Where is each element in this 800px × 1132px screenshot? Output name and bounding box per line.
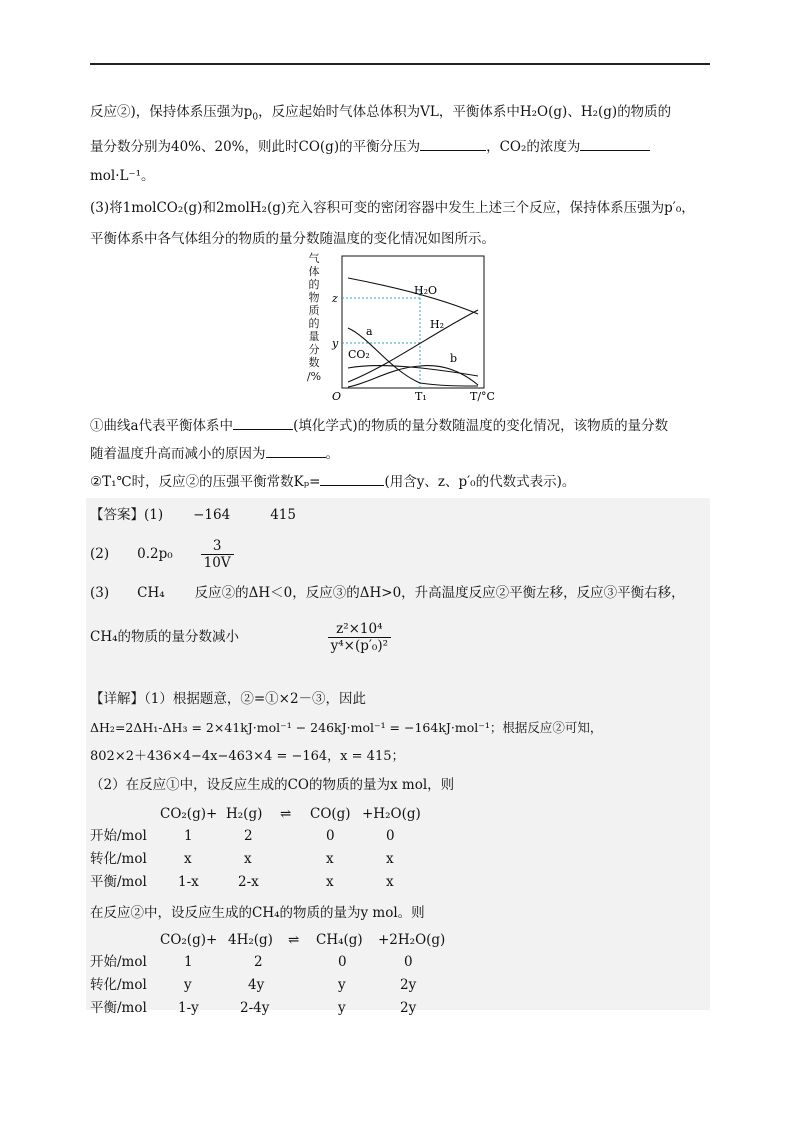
table2-cell: 0	[338, 954, 347, 970]
table1-header-0: CO₂(g)+	[160, 806, 218, 822]
tick-y: y	[332, 337, 339, 350]
label-h2: H₂	[430, 318, 445, 331]
fraction-3-over-10v: $\frac{3}{10V}$	[201, 538, 234, 571]
question-3-line-2: 平衡体系中各气体组分的物质的量分数随温度的变化情况如图所示。	[90, 231, 495, 247]
blank	[233, 416, 293, 430]
table1-cell: 2-x	[238, 874, 259, 890]
table1-row-label: 转化/mol	[90, 851, 147, 867]
table1-header-2: ⇌	[280, 806, 292, 822]
label-a: a	[366, 325, 373, 338]
answer-line-1: 【答案】(1) −164 415	[90, 507, 296, 523]
subquestion-1-line-1: ①曲线a代表平衡体系中 (填化学式)的物质的量分数随温度的变化情况，该物质的量分数	[90, 418, 669, 434]
table2-cell: 1-y	[178, 1000, 199, 1016]
table1-cell: x	[386, 851, 394, 867]
table1-cell: x	[386, 874, 394, 890]
detail-part-2-intro: （2）在反应①中，设反应生成的CO的物质的量为x mol，则	[90, 777, 455, 793]
plot-frame	[342, 256, 484, 388]
table2-cell: 2y	[400, 1000, 417, 1016]
table2-header-0: CO₂(g)+	[160, 932, 218, 948]
table1-row-label: 开始/mol	[90, 828, 147, 844]
table2-cell: y	[338, 1000, 346, 1016]
table1-cell: 0	[326, 828, 335, 844]
tick-t1: T₁	[415, 390, 427, 403]
label-co2: CO₂	[348, 348, 370, 361]
kp-fraction: $\frac{\text{z²×10⁴}}{\text{y⁴×(p′₀)²}}$	[328, 621, 391, 654]
table2-header-3: CH₄(g)	[316, 932, 363, 948]
blank	[266, 444, 326, 458]
curve-h2	[348, 310, 478, 382]
detail-part-3-intro: 在反应②中，设反应生成的CH₄的物质的量为y mol。则	[90, 905, 425, 921]
question-line-1: 反应②)，保持体系压强为$p_0$，反应起始时气体总体积为VL，平衡体系中H₂O(g)、H₂(g)的物质的	[90, 104, 672, 123]
table2-cell: 4y	[248, 977, 265, 993]
table2-cell: y	[184, 977, 192, 993]
subquestion-2: ②T₁℃时，反应②的压强平衡常数Kₚ= (用含y、z、p′₀的代数式表示)。	[90, 474, 576, 490]
curve-b	[348, 366, 478, 387]
table2-cell: 2-4y	[240, 1000, 270, 1016]
question-line-3: mol·L⁻¹。	[90, 168, 155, 184]
ylabel-char: 质	[308, 304, 320, 317]
table1-header-1: H₂(g)	[226, 806, 263, 822]
detail-eq-2: 802×2＋436×4−4x−463×4 = −164，x = 415；	[90, 749, 405, 764]
detail-line-1: 【详解】（1）根据题意，②=①×2－③，因此	[90, 691, 367, 707]
table1-header-3: CO(g)	[310, 806, 351, 822]
ylabel-char: 的	[308, 317, 320, 330]
table2-cell: 2y	[400, 977, 417, 993]
tick-z: z	[332, 292, 338, 305]
origin-label: O	[332, 390, 342, 403]
table2-cell: 0	[404, 954, 413, 970]
table1-cell: 1-x	[178, 874, 199, 890]
table1-cell: 1	[184, 828, 193, 844]
curve-h2o	[348, 278, 478, 314]
ylabel-char: /%	[306, 370, 322, 383]
answer-line-3: (3) CH₄ 反应②的ΔH＜0，反应③的ΔH>0，升高温度反应②平衡左移，反应③平衡右移，	[90, 585, 685, 601]
label-b: b	[450, 352, 458, 365]
table1-header-4: +H₂O(g)	[362, 806, 421, 822]
blank	[580, 137, 650, 151]
ylabel-char: 的	[308, 278, 320, 291]
table1-cell: x	[326, 851, 334, 867]
table2-header-1: 4H₂(g)	[228, 932, 273, 948]
header-rule	[90, 63, 710, 65]
subquestion-1-line-2: 随着温度升高而减小的原因为 。	[90, 446, 339, 462]
table2-cell: y	[338, 977, 346, 993]
table2-row-label: 平衡/mol	[90, 1000, 147, 1016]
answer-line-2: (2) 0.2p₀ $\frac{3}{10V}$	[90, 537, 234, 571]
ylabel-char: 物	[308, 291, 320, 304]
blank	[420, 137, 486, 151]
table2-row-label: 转化/mol	[90, 977, 147, 993]
table1-cell: 2	[244, 828, 253, 844]
tick-t: T/°C	[470, 390, 495, 403]
answer-line-4: CH₄的物质的量分数减小 $\frac{\text{z²×10⁴}}{\text{y⁴×(p′₀)²}}$	[90, 616, 391, 654]
ylabel-char: 分	[308, 343, 320, 356]
chart-ylabel	[307, 251, 321, 383]
table1-cell: x	[244, 851, 252, 867]
table2-header-4: +2H₂O(g)	[378, 932, 446, 948]
ylabel-char: 数	[308, 356, 320, 369]
table1-cell: x	[184, 851, 192, 867]
table2-cell: 1	[184, 954, 193, 970]
table1-cell: x	[326, 874, 334, 890]
blank	[320, 472, 384, 486]
ylabel-char: 气	[308, 252, 320, 265]
question-line-2: 量分数分别为40%、20%，则此时CO(g)的平衡分压为 ，CO₂的浓度为	[90, 137, 650, 156]
ylabel-char: 体	[308, 265, 320, 278]
detail-eq-1: ΔH₂=2ΔH₁-ΔH₃ = 2×41kJ·mol⁻¹ − 246kJ·mol⁻¹ = −164kJ·mol⁻¹；根据反应②可知，	[90, 720, 603, 735]
table2-row-label: 开始/mol	[90, 954, 147, 970]
table2-cell: 2	[254, 954, 263, 970]
table2-header-2: ⇌	[288, 932, 300, 948]
ylabel-char: 量	[308, 330, 320, 343]
mole-fraction-chart	[290, 250, 510, 410]
table1-row-label: 平衡/mol	[90, 874, 147, 890]
table1-cell: 0	[386, 828, 395, 844]
label-h2o: H₂O	[414, 284, 438, 297]
question-3-line-1: (3)将1molCO₂(g)和2molH₂(g)充入容积可变的密闭容器中发生上述三个反应，保持体系压强为p′₀，	[90, 200, 695, 216]
